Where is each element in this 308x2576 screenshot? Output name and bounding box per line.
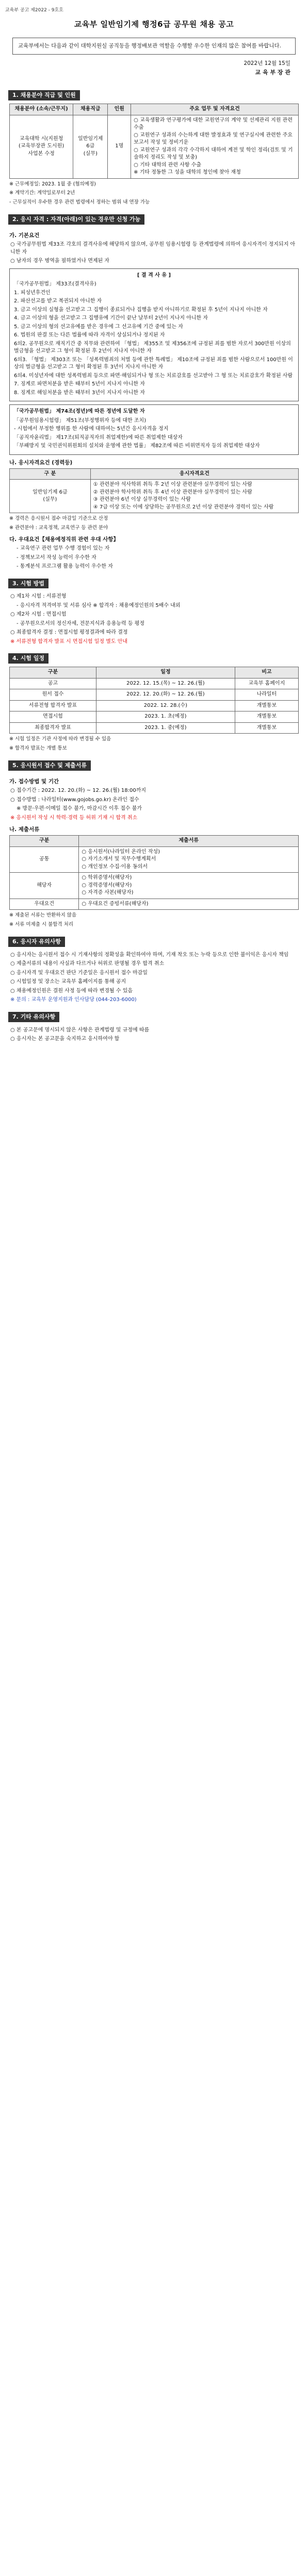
cell: ○ 응시원서(나라일터 온라인 작성) ○ 자기소개서 및 직무수행계획서 ○ 개인정보 수집·이용 동의서 — [79, 846, 299, 873]
sub-title: 나. 응시자격요건 (경력등) — [9, 459, 73, 466]
note-line: ※ 합격자 발표는 개별 통보 — [9, 745, 67, 752]
box-line: - 시험에서 부정한 행위를 한 사람에 대하여는 5년간 응시자격을 정지 — [14, 426, 169, 432]
page-title: 교육부 일반임기제 행정6급 공무원 채용 공고 — [74, 20, 234, 29]
box-line: 「국가공무원법」 제33조(결격사유) — [14, 281, 96, 287]
cell: 교육부 홈페이지 — [235, 678, 298, 689]
cell: 개별통보 — [235, 711, 298, 723]
col-grade: 채용직급 — [73, 104, 108, 115]
section-1-table-wrap — [5, 104, 303, 179]
cell: 2023. 1. 중(예정) — [96, 722, 235, 734]
cell: ○ 우대요건 증빙서류(해당자) — [79, 899, 299, 910]
note-line: ※ 시험 일정은 기관 사정에 따라 변경될 수 있음 — [9, 736, 111, 742]
req-line: ④ 7급 이상 또는 이에 상당하는 공무원으로 2년 이상 관련분야 경력이 있는 사람 — [93, 504, 274, 510]
req-line: ① 관련분야 석사학위 취득 후 2년 이상 관련분야 실무경력이 있는 사람 — [93, 482, 252, 488]
other-restrictions-box — [9, 404, 299, 455]
qualification-table — [9, 468, 299, 514]
cell: 서류전형 합격자 발표 — [10, 700, 96, 711]
duty-line: ○ 교원연구 성과의 수는하게 대한 발정효과 및 연구실시에 관련한 주요 보고서 작성 및 정비기운 — [134, 132, 293, 146]
intro-box: 교육부에서는 다음과 같이 대학지원실 공직동을 행정배보관 역할을 수행할 우수한 인재의 많은 참여를 바랍니다. — [12, 38, 296, 55]
cell: 공고 — [10, 678, 96, 689]
announcement-page — [0, 0, 308, 1055]
documents-table — [9, 835, 299, 910]
req-line: ③ 관련분야 6년 이상 실무경력이 있는 사람 — [93, 497, 191, 503]
method-line: ○ 제1차 시험 : 서류전형 — [10, 594, 67, 600]
notice-line: ○ 응시자격 및 우대요건 판단 기준일은 응시원서 접수 마감일 — [10, 970, 148, 976]
box-line: 5. 금고 이상의 형의 선고유예를 받은 경우에 그 선고유예 기간 중에 있는 자 — [14, 324, 183, 330]
box-line: 「공직자윤리법」 제17조(퇴직공직자의 취업제한)에 따른 취업제한 대상자 — [14, 434, 183, 440]
sub-title: 가. 기본요건 — [9, 232, 40, 239]
col-duties: 주요 업무 및 자격요건 — [131, 104, 299, 115]
box-line: 1. 피성년후견인 — [14, 290, 51, 296]
box-title: 「국가공무원법」 제74조(정년)에 따른 정년에 도달한 자 — [14, 409, 145, 415]
schedule-table — [9, 667, 299, 734]
cell: 최종합격자 발표 — [10, 722, 96, 734]
col-remark: 비고 — [235, 667, 298, 679]
cell: ○ 학위증명서(해당자) ○ 경력증명서(해당자) ○ 자격증 사본(해당자) — [79, 873, 299, 899]
col-doc-category: 구분 — [10, 836, 79, 847]
cell-field: 교육대학 시(지원청 (교육부장관 도시원) 사업본 수정 — [10, 115, 73, 178]
notice-line: ○ 채용예정인원은 결원 사정 등에 따라 변경될 수 있음 — [10, 988, 133, 994]
table-row — [10, 722, 299, 734]
duty-line: ○ 교원연구 성과의 각각 수각하지 대하여 계전 및 학인 정리(검토 및 기술하지 정리도 작성 및 보충) — [134, 147, 293, 161]
table-row — [10, 873, 299, 899]
notice-line: ○ 제출서류의 내용이 사실과 다르거나 허위로 판명될 경우 합격 취소 — [10, 961, 165, 967]
cell: 우대요건 — [10, 899, 79, 910]
section-3-title: 3. 시험 방법 — [8, 579, 48, 589]
cell: 2022. 12. 15.(목) ~ 12. 26.(월) — [96, 678, 235, 689]
basic-req: ○ 국가공무원법 제33조 각호의 결격사유에 해당하지 않으며, 공무원 임용시험령 등 관계법령에 의하여 응시자격이 정지되지 아니한 자 — [10, 242, 296, 255]
note-line: ※ 경력은 응시원서 접수 마감일 기준으로 산정 — [9, 516, 108, 522]
cell-grade: 일반임기제 6급 (실무) — [73, 115, 108, 178]
notice-line: ○ 응시자는 응시원서 접수 시 기재사항의 정확성을 확인하여야 하며, 기재 착오 또는 누락 등으로 인한 불이익은 응시자 책임 — [10, 952, 289, 958]
cell: 개별통보 — [235, 722, 298, 734]
col-count: 인원 — [108, 104, 131, 115]
table-row — [10, 678, 299, 689]
apply-warning: ※ 응시원서 작성 시 학력·경력 등 허위 기재 시 합격 취소 — [10, 815, 138, 821]
table-row — [10, 689, 299, 701]
box-line: 「공무원임용시험령」 제51조(부정행위자 등에 대한 조치) — [14, 417, 147, 423]
note-line: ※ 근무예정일: 2023. 1월 중 (협의예정) — [9, 181, 96, 187]
duty-line: ○ 교육생활과 연구평가에 대한 교원연구의 계약 및 선제관리 지원 관련 수출 — [134, 117, 293, 131]
table-row — [10, 899, 299, 910]
cell-count: 1명 — [108, 115, 131, 178]
sub-title: 가. 접수방법 및 기간 — [9, 778, 59, 785]
cell: 2022. 12. 20.(화) ~ 12. 26.(월) — [96, 689, 235, 701]
section-7-title: 7. 기타 유의사항 — [8, 1012, 59, 1022]
duty-line: ○ 기타 대학의 관련 사항 수출 — [134, 162, 202, 168]
box-line: 7. 징계로 파면처분을 받은 때부터 5년이 지나지 아니한 자 — [14, 381, 145, 387]
table-row — [10, 700, 299, 711]
notice-line: ○ 시험일정 및 장소는 교육부 홈페이지를 통해 공지 — [10, 979, 126, 985]
cell: 해당자 — [10, 873, 79, 899]
note-line: - 근무실적이 우수한 경우 관련 법령에서 정하는 범위 내 연장 가능 — [9, 199, 150, 206]
note-line: ※ 서류 미제출 시 불합격 처리 — [9, 922, 74, 928]
table-row — [10, 711, 299, 723]
col-requirements: 응시자격요건 — [90, 468, 298, 480]
cell: 나라일터 — [235, 689, 298, 701]
cell-duties — [131, 115, 299, 178]
section-4-title: 4. 시험 일정 — [8, 653, 48, 664]
method-line: - 응시자격 적격여부 및 서류 심사 ※ 합격자 : 채용예정인원의 5배수 내외 — [17, 602, 181, 608]
box-line: 6의2. 공무원으로 재직기간 중 직무와 관련하여 「형법」 제355조 및 제356조에 규정된 죄를 범한 자로서 300만원 이상의 벌금형을 선고받고 그 형이 확정된 후 2년이 지나지 아니한 자 — [14, 341, 291, 354]
basic-req: ○ 남자의 경우 병역을 필하였거나 면제된 자 — [10, 258, 110, 264]
box-line: 6. 법원의 판결 또는 다른 법률에 따라 자격이 상실되거나 정지된 자 — [14, 332, 165, 338]
table-row — [10, 480, 299, 513]
cell: 개별통보 — [235, 700, 298, 711]
sub-title: 다. 우대요건【채용예정직위 관련 우대 사항】 — [9, 536, 119, 543]
apply-line: ※ 방문·우편·이메일 접수 불가, 마감시간 이후 접수 불가 — [17, 806, 142, 812]
documents-table-wrap — [5, 835, 303, 910]
col-doc-list: 제출서류 — [79, 836, 299, 847]
announcement-date: 2022년 12월 15일 — [244, 60, 290, 67]
box-line: 3. 금고 이상의 실형을 선고받고 그 집행이 종료되거나 집행을 받지 아니하기로 확정된 후 5년이 지나지 아니한 자 — [14, 307, 268, 313]
issuing-org: 교 육 부 장 관 — [255, 69, 290, 76]
box-line: 8. 징계로 해임처분을 받은 때부터 3년이 지나지 아니한 자 — [14, 389, 145, 396]
method-line: - 공무원으로서의 정신자세, 전문지식과 응용능력 등 평정 — [17, 620, 145, 626]
positions-table — [9, 104, 299, 179]
box-line: 4. 금고 이상의 형을 선고받고 그 집행유예 기간이 끝난 날부터 2년이 지나지 아니한 자 — [14, 315, 208, 321]
cell: 2023. 1. 초(예정) — [96, 711, 235, 723]
box-line: 2. 파산선고를 받고 복권되지 아니한 자 — [14, 298, 102, 304]
notice-line: ○ 본 공고문에 명시되지 않은 사항은 관계법령 및 규정에 따름 — [10, 1027, 150, 1033]
contact-line: ※ 문의 : 교육부 운영지원과 인사담당 (044-203-6000) — [10, 997, 137, 1003]
section-2-title: 2. 응시 자격 : 자격(아래)이 있는 경우만 신청 가능 — [8, 214, 144, 225]
note-line: ※ 제출된 서류는 반환하지 않음 — [9, 912, 77, 919]
cell: 원서 접수 — [10, 689, 96, 701]
table-row — [10, 115, 299, 178]
pref-line: - 교육연구 관련 업무 수행 경험이 있는 자 — [17, 546, 110, 552]
duty-line: ※ 기타 정동한 그 성을 대학의 청인에 찾아 재청 — [134, 170, 241, 176]
note-line: ※ 관련분야 : 교육정책, 교육연구 등 관련 분야 — [9, 525, 108, 531]
cell: 공통 — [10, 846, 79, 873]
box-line: 「부패방지 및 국민권익위원회의 설치와 운영에 관한 법률」 제82조에 따른 비위면직자 등의 취업제한 대상자 — [14, 443, 260, 449]
cell: 면접시험 — [10, 711, 96, 723]
box-line: 6의3. 「형법」 제303조 또는 「성폭력범죄의 처벌 등에 관한 특례법」 제10조에 규정된 죄를 범한 사람으로서 100만원 이상의 벌금형을 선고받고 그 형이 확정된 후 3년이 지나지 아니한 자 — [14, 357, 293, 370]
cell-category: 일반임기제 6급 (실무) — [10, 480, 91, 513]
schedule-table-wrap — [5, 667, 303, 734]
box-title: [ 결 격 사 유 ] — [137, 272, 171, 278]
col-field: 채용분야 (소속/근무지) — [10, 104, 73, 115]
req-line: ② 관련분야 학사학위 취득 후 4년 이상 관련분야 실무경력이 있는 사람 — [93, 489, 252, 495]
disqualification-box — [9, 268, 299, 402]
col-stage: 구분 — [10, 667, 96, 679]
apply-line: ○ 접수방법 : 나라일터(www.gojobs.go.kr) 온라인 접수 — [10, 796, 139, 803]
document-tag: 교육부 공고 제2022 - 9호호 — [5, 8, 63, 13]
pref-line: - 통계분석 프로그램 활용 능력이 우수한 자 — [17, 564, 113, 570]
table-row — [10, 846, 299, 873]
notice-line: ○ 응시자는 본 공고문을 숙지하고 응시하여야 함 — [10, 1036, 120, 1042]
qualification-table-wrap — [5, 468, 303, 514]
method-line: ○ 제2차 시험 : 면접시험 — [10, 612, 67, 618]
cell-requirements — [90, 480, 298, 513]
cell: 2022. 12. 28.(수) — [96, 700, 235, 711]
box-line: 6의4. 미성년자에 대한 성폭력범죄 등으로 파면·해임되거나 형 또는 치료감호를 선고받아 그 형 또는 치료감호가 확정된 사람 — [14, 372, 293, 379]
section-6-title: 6. 응시자 유의사항 — [8, 937, 65, 947]
note-line: ※ 계약기간: 계약일로부터 2년 — [9, 190, 75, 196]
col-date: 일정 — [96, 667, 235, 679]
apply-line: ○ 접수기간 : 2022. 12. 20.(화) ~ 12. 26.(월) 18:00까지 — [10, 788, 147, 794]
section-1-title: 1. 채용분야 직급 및 인원 — [8, 90, 80, 100]
method-note: ※ 서류전형 합격자 발표 시 면접시험 일정 별도 안내 — [10, 638, 128, 645]
sub-title: 나. 제출서류 — [9, 826, 40, 833]
col-category: 구 분 — [10, 468, 91, 480]
section-5-title: 5. 응시원서 접수 및 제출서류 — [8, 760, 91, 771]
method-line: ○ 최종합격자 결정 : 면접시험 평정결과에 따라 결정 — [10, 630, 128, 636]
pref-line: - 정책보고서 작성 능력이 우수한 자 — [17, 554, 96, 561]
